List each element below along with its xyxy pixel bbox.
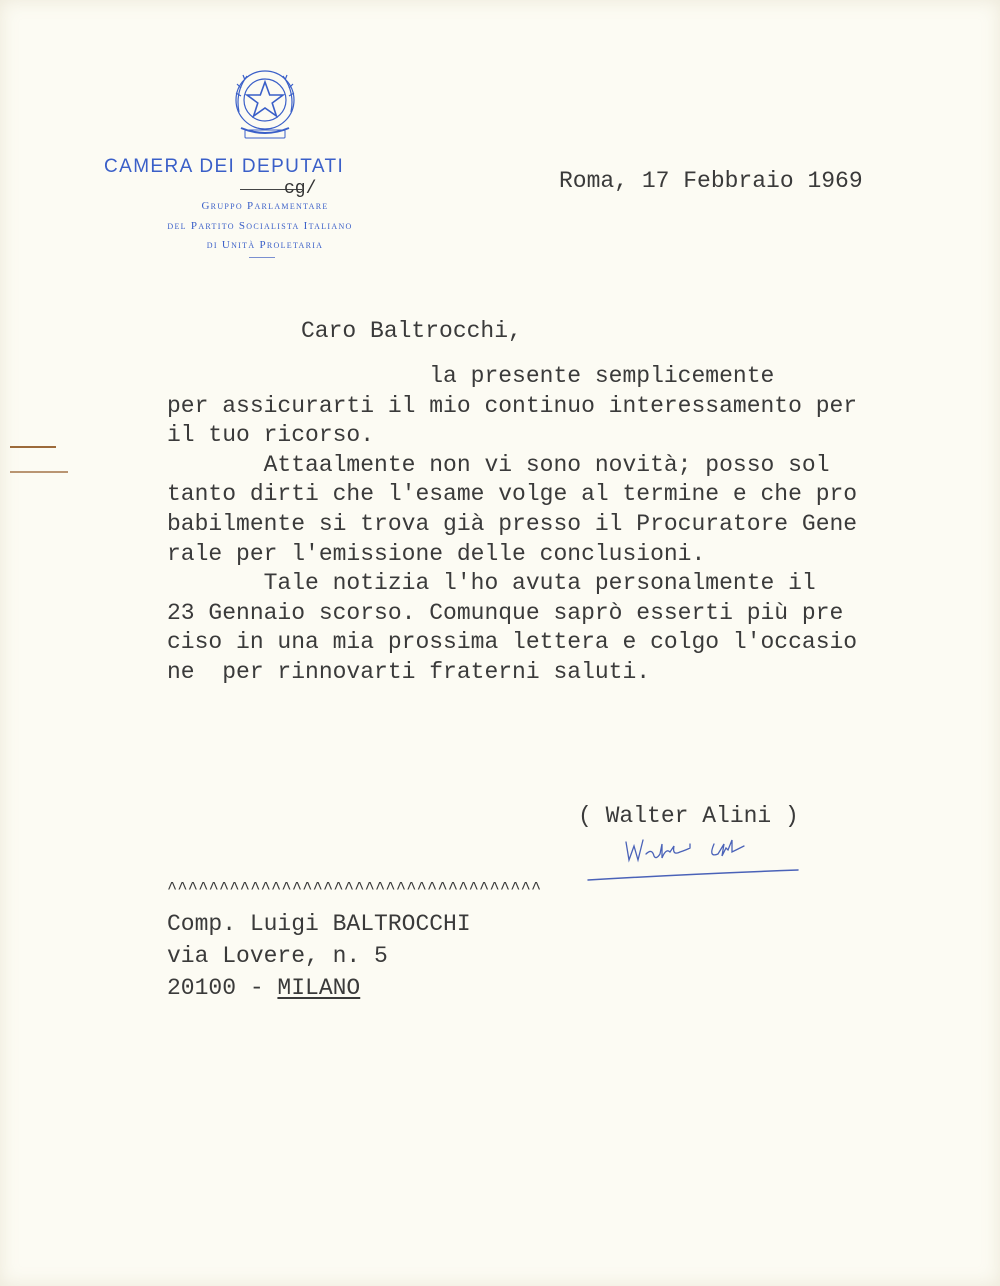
salutation: Caro Baltrocchi,: [301, 318, 522, 344]
body-line: la presente semplicemente: [167, 363, 775, 389]
italian-republic-emblem-icon: [231, 66, 299, 144]
body-line: per assicurarti il mio continuo interessamento per: [167, 392, 858, 419]
body-line: Tale notizia l'ho avuta personalmente il: [167, 570, 816, 597]
handwritten-signature: [582, 828, 802, 890]
fold-mark: [10, 446, 56, 448]
letterhead-divider: [249, 257, 275, 258]
letter-body: [167, 362, 857, 688]
recipient-address: [167, 908, 471, 1004]
chamber-title: CAMERA DEI DEPUTATI: [104, 156, 345, 177]
recipient-city: MILANO: [277, 975, 361, 1001]
letter-date: Roma, 17 Febbraio 1969: [559, 168, 863, 194]
address-line-2: via Lovere, n. 5: [167, 943, 388, 969]
body-line: il tuo ricorso.: [167, 422, 375, 449]
address-separator: ^^^^^^^^^^^^^^^^^^^^^^^^^^^^^^^^^^^^: [167, 880, 542, 899]
body-line: 23 Gennaio scorso. Comunque saprò esserti più pre: [167, 599, 844, 626]
body-line: babilmente si trova già presso il Procuratore Gene: [167, 510, 858, 537]
signatory-name: ( Walter Alini ): [578, 803, 799, 829]
postal-code: 20100 -: [167, 975, 278, 1001]
group-line-2: del Partito Socialista Italiano: [167, 220, 353, 232]
body-line: Attaalmente non vi sono novità; posso sol: [167, 451, 830, 478]
body-line: ciso in una mia prossima lettera e colgo l'occasio: [167, 629, 858, 656]
group-line-3: di Unità Proletaria: [206, 239, 324, 251]
group-line-1: Gruppo Parlamentare: [201, 200, 329, 212]
reference-initials: cg/: [284, 179, 317, 199]
body-line: rale per l'emissione delle conclusioni.: [167, 540, 706, 567]
body-line: ne per rinnovarti fraterni saluti.: [167, 658, 651, 685]
body-line: tanto dirti che l'esame volge al termine e che pro: [167, 481, 858, 508]
fold-mark: [10, 471, 68, 473]
address-line-3: [167, 972, 471, 1004]
address-line-1: Comp. Luigi BALTROCCHI: [167, 911, 471, 937]
